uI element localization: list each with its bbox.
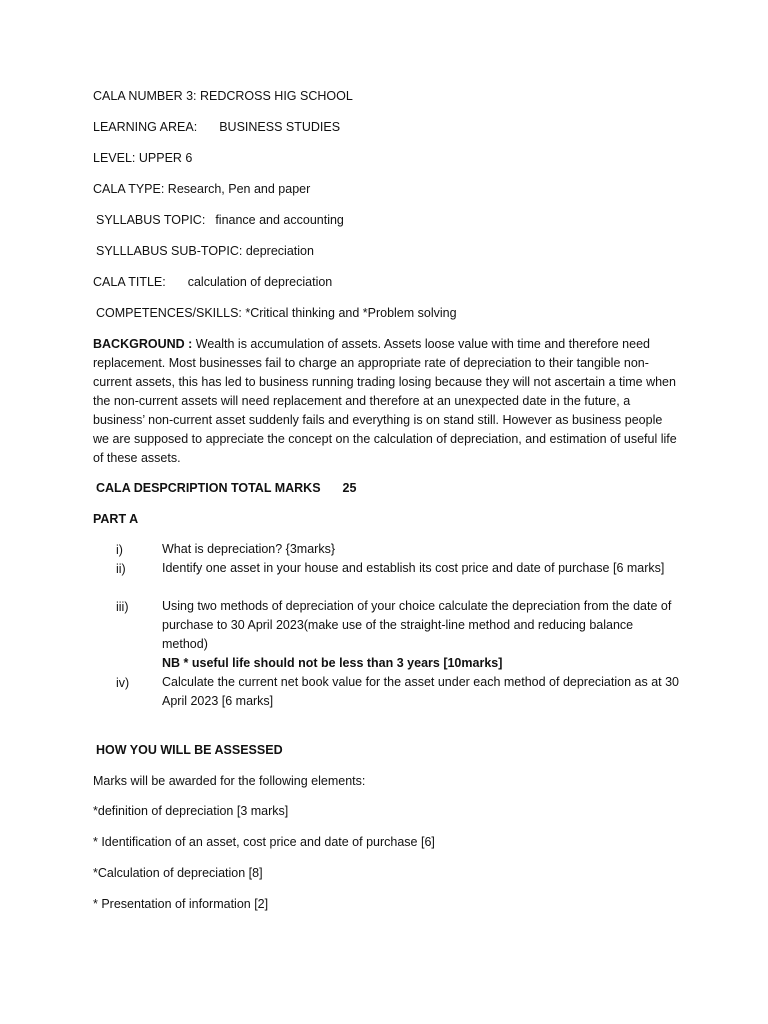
list-item-number: iv) <box>116 676 130 690</box>
cala-title-label: CALA TITLE: <box>93 275 166 289</box>
syllabus-topic-value: finance and accounting <box>215 213 344 227</box>
background-paragraph <box>93 335 677 468</box>
list-item-number: iii) <box>116 600 129 614</box>
learning-area-value: BUSINESS STUDIES <box>219 120 341 134</box>
cala-type-line: CALA TYPE: Research, Pen and paper <box>93 182 311 196</box>
criteria-item: * Identification of an asset, cost price and date of purchase [6] <box>93 835 435 849</box>
part-a-heading: PART A <box>93 512 139 526</box>
useful-life-note: NB * useful life should not be less than 3 years [10marks] <box>162 656 503 670</box>
criteria-item: * Presentation of information [2] <box>93 897 269 911</box>
competences-line: COMPETENCES/SKILLS: *Critical thinking and *Problem solving <box>96 306 457 320</box>
cala-description-label: CALA DESPCRIPTION TOTAL MARKS <box>96 481 321 495</box>
learning-area-line <box>93 119 340 135</box>
total-marks-value: 25 <box>342 481 357 495</box>
criteria-item: *definition of depreciation [3 marks] <box>93 804 289 818</box>
assessment-intro: Marks will be awarded for the following elements: <box>93 774 366 788</box>
assessment-heading: HOW YOU WILL BE ASSESSED <box>96 743 283 757</box>
level-line: LEVEL: UPPER 6 <box>93 151 193 165</box>
background-label: BACKGROUND : <box>93 337 193 351</box>
learning-area-label: LEARNING AREA: <box>93 120 198 134</box>
cala-title-value: calculation of depreciation <box>187 275 333 289</box>
list-item-text: Calculate the current net book value for the asset under each method of depreciation as at 30 April 2023 [6 marks] <box>162 675 679 708</box>
background-text: Wealth is accumulation of assets. Assets loose value with time and therefore need replacement. Most businesses fail to charge an appropriate rate of depreciation to their tangible non-current assets, this has led to business running trading losing because they will not ascertain a time when the non-current assets will need replacement and therefore at an unexpected date in the future, a business’ non-current asset suddenly fails and everything is on stand still. However as business people we are supposed to appreciate the concept on the calculation of depreciation, and estimation of useful life of these assets. <box>93 337 677 465</box>
list-item-body: Using two methods of depreciation of your choice calculate the depreciation from the date of purchase to 30 April 2023(make use of the straight-line method and reducing balance method) <box>162 599 672 651</box>
cala-title-line <box>93 274 332 290</box>
syllabus-topic-line <box>96 212 344 228</box>
list-item-text: Identify one asset in your house and establish its cost price and date of purchase [6 marks] <box>162 561 665 575</box>
cala-number-line: CALA NUMBER 3: REDCROSS HIG SCHOOL <box>93 89 353 103</box>
list-item-text <box>162 597 682 673</box>
list-item-text: What is depreciation? {3marks} <box>162 542 336 556</box>
list-item-number: i) <box>116 543 123 557</box>
list-item-number: ii) <box>116 562 126 576</box>
criteria-item: *Calculation of depreciation [8] <box>93 866 263 880</box>
cala-description-line <box>96 480 356 496</box>
syllabus-subtopic-line: SYLLLABUS SUB-TOPIC: depreciation <box>96 244 314 258</box>
syllabus-topic-label: SYLLABUS TOPIC: <box>96 213 206 227</box>
